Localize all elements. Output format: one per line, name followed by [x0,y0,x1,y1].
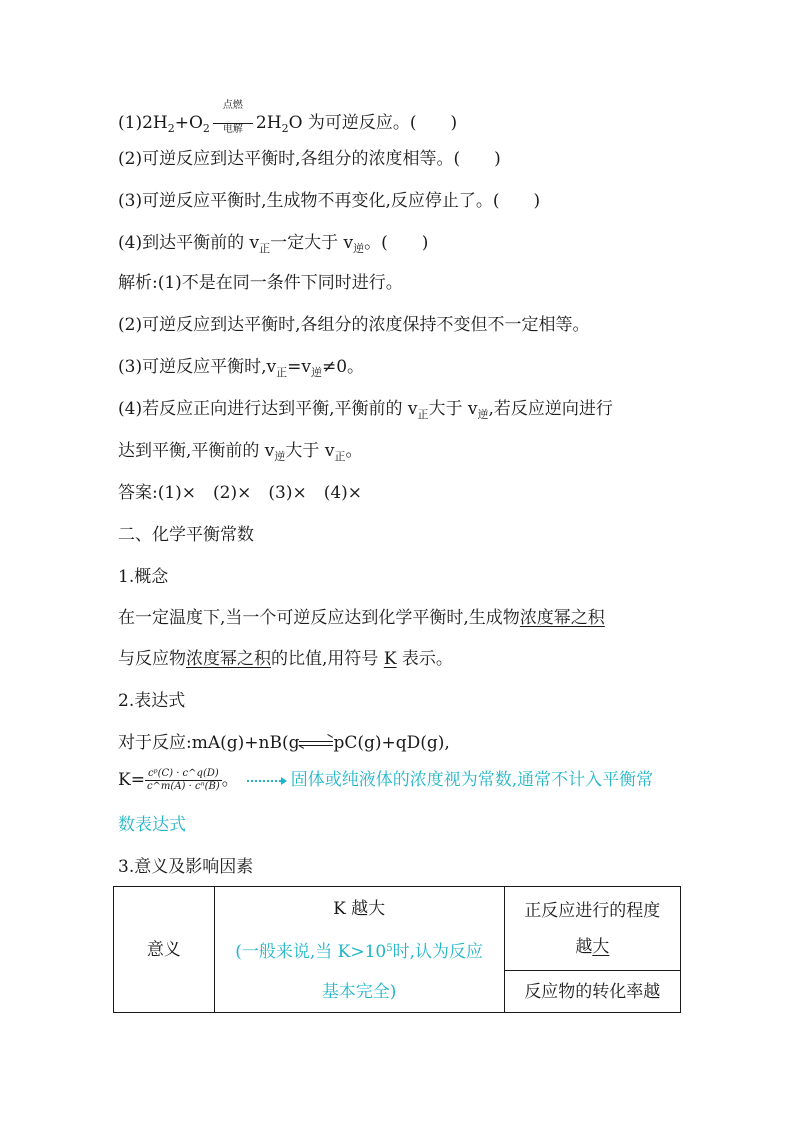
condition-top: 点燃 [222,99,243,111]
forward-extent-prefix: 越 [575,936,593,957]
a4-c: ,若反应逆向进行 [488,399,613,419]
note-line-1: 固体或纯液体的浓度视为常数,通常不计入平衡常 [290,770,654,790]
subheading-expression: 2.表达式 [118,691,186,711]
q4-b: 一定大于 v [270,233,354,253]
reaction-equation [118,732,450,755]
k-large-note-end: 基本完全) [321,982,397,1002]
note-line-2: 数表达式 [118,815,186,835]
a4-sub-forward: 正 [417,408,429,421]
k-numerator: cᵖ(C) · c^q(D) [145,768,222,781]
eq-left: 对于反应:mA(g)+nB(g [118,733,300,753]
k-note-a: (一般来说,当 K>10 [235,942,387,962]
concept-text-2: 与反应物 [118,649,186,669]
a5-sub-reverse: 逆 [274,450,286,463]
k-symbol: K [383,649,397,669]
q4-a: (4)到达平衡前的 v [118,233,260,253]
k-large-title: K 越大 [333,899,386,919]
k-large-cell [214,887,504,1013]
q1-sub-o2: 2 [202,122,210,135]
meaning-table [113,886,681,1013]
forward-extent-answer [505,936,680,958]
a5-a: 达到平衡,平衡前的 v [118,441,275,461]
eq-right: pC(g)+qD(g), [333,733,450,753]
k-label: K= [118,770,145,790]
dotted-arrow-icon [247,780,281,782]
subheading-concept: 1.概念 [118,567,169,587]
forward-extent-text: 正反应进行的程度 [524,900,661,921]
q1-prefix: (1)2H [118,113,168,133]
k-note-exp: 5 [386,943,393,954]
a3-a: (3)可逆反应平衡时,v [118,357,277,377]
analysis-3 [118,356,364,384]
row-head-meaning: 意义 [114,887,215,1013]
concept-underline-2: 浓度幂之积 [186,649,271,669]
a3-c: ≠0。 [321,357,365,377]
forward-extent-cell [504,887,680,971]
q4-sub-forward: 正 [259,242,271,255]
equilibrium-arrow-icon [299,733,333,755]
concept-line-1 [118,607,605,629]
reaction-condition [211,99,255,135]
a3-sub-forward: 正 [276,366,288,379]
q1-product: 2H [255,113,282,133]
k-note-b: 时,认为反应 [392,942,484,962]
analysis-4 [118,398,613,426]
a5-c: 。 [345,441,363,461]
q1-sub-h2: 2 [167,122,175,135]
k-end: 。 [221,770,239,790]
k-large-note [215,938,504,963]
subheading-meaning: 3.意义及影响因素 [118,857,254,877]
a3-sub-reverse: 逆 [310,366,322,379]
a5-b: 大于 v [285,441,335,461]
forward-extent-blank: 大 [592,936,610,957]
k-expression [118,768,653,793]
a3-b: =v [287,357,311,377]
q4-sub-reverse: 逆 [353,242,365,255]
concept-text-4: 表示。 [401,649,453,669]
section-heading-2: 二、化学平衡常数 [118,525,254,545]
a4-b: 大于 v [428,399,478,419]
question-4 [118,232,428,260]
concept-underline-1: 浓度幂之积 [519,608,605,628]
q1-plus: +O [174,113,203,133]
condition-bottom: 电解 [222,123,243,135]
concept-line-2 [118,648,453,670]
a4-sub-reverse: 逆 [477,408,489,421]
a5-sub-forward: 正 [334,450,346,463]
answer-line: 答案:(1)× (2)× (3)× (4)× [118,483,363,503]
analysis-2: (2)可逆反应到达平衡时,各组分的浓度保持不变但不一定相等。 [118,315,590,335]
analysis-1: 解析:(1)不是在同一条件下同时进行。 [118,273,403,293]
k-denominator: c^m(A) · cⁿ(B) [146,781,220,792]
analysis-5 [118,440,362,468]
q4-c: 。( ) [364,233,429,253]
concept-text-3: 的比值,用符号 [271,649,379,669]
conversion-rate-cell: 反应物的转化率越 [504,971,680,1013]
concept-text-1: 在一定温度下,当一个可逆反应达到化学平衡时,生成物 [118,608,520,628]
question-2: (2)可逆反应到达平衡时,各组分的浓度相等。( ) [118,149,501,169]
k-fraction [145,768,222,793]
q1-rest: O 为可逆反应。( ) [288,113,458,133]
a4-a: (4)若反应正向进行达到平衡,平衡前的 v [118,399,418,419]
question-1 [118,99,458,140]
q1-sub-h2o: 2 [281,122,289,135]
question-3: (3)可逆反应平衡时,生成物不再变化,反应停止了。( ) [118,191,541,211]
